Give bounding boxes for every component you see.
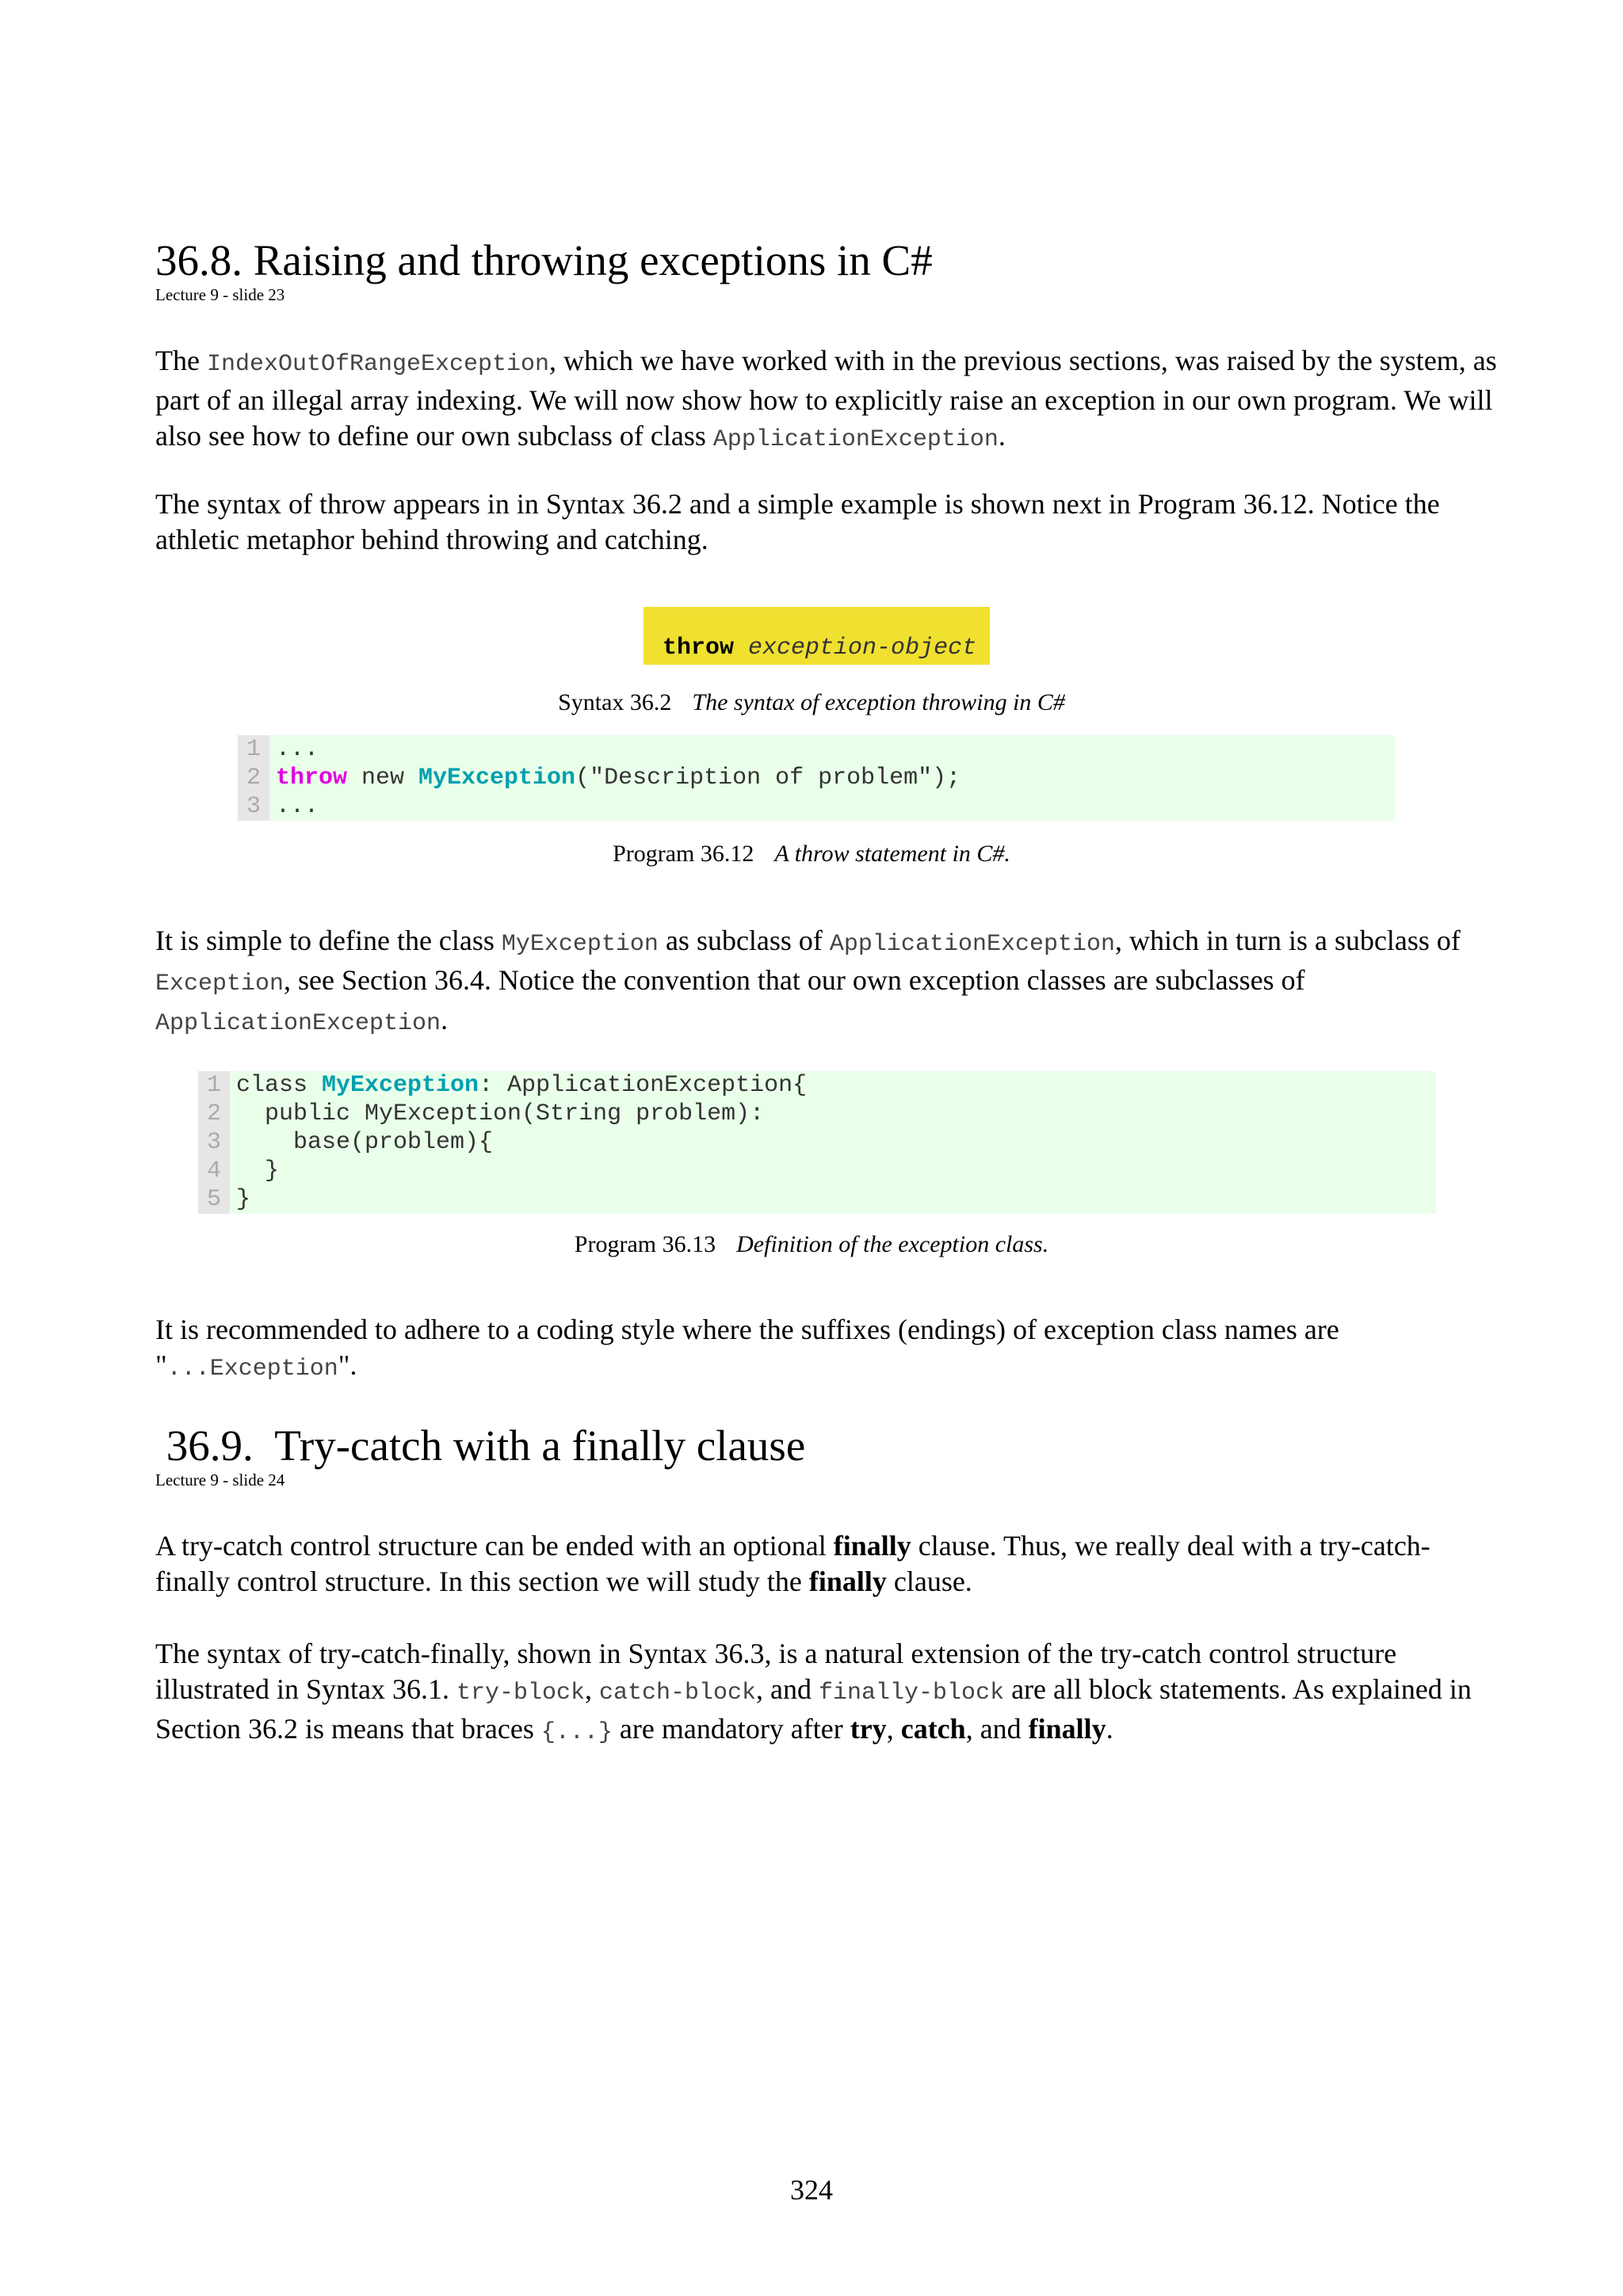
program-caption: Program 36.13 Definition of the exception class. [574, 1231, 1049, 1257]
code-body [230, 1071, 1436, 1214]
paragraph: It is simple to define the class MyException as subclass of ApplicationException, which in turn is a subclass of Exception, see Section 36.4. Notice the convention that our own exception classes are subclasses of ApplicationException. [155, 925, 1461, 1037]
code-body [269, 735, 1395, 821]
inline-code: IndexOutOfRangeException [206, 351, 550, 378]
syntax-argument: exception-object [748, 635, 977, 662]
syntax-caption: Syntax 36.2 The syntax of exception throwing in C# [558, 689, 1065, 715]
syntax-box [643, 607, 990, 665]
code-block-program-36-13 [198, 1071, 1436, 1214]
code-line: base(problem){ [236, 1129, 494, 1156]
inline-code: ApplicationException [712, 426, 999, 453]
section-heading: 36.8. Raising and throwing exceptions in C# [155, 236, 933, 284]
code-line: ... [276, 793, 319, 820]
paragraph: It is recommended to adhere to a coding style where the suffixes (endings) of exception class names are "...Exception". [155, 1314, 1339, 1383]
page-number: 324 [790, 2174, 833, 2206]
paragraph: The syntax of throw appears in in Syntax 36.2 and a simple example is shown next in Program 36.12. Notice the athletic metaphor behind throwing and catching. [155, 488, 1440, 555]
code-line: class MyException: ApplicationException{ [236, 1072, 808, 1099]
program-caption: Program 36.12 A throw statement in C#. [613, 841, 1010, 867]
slide-reference: Lecture 9 - slide 24 [155, 1470, 285, 1489]
slide-reference: Lecture 9 - slide 23 [155, 285, 285, 304]
paragraph: The IndexOutOfRangeException, which we have worked with in the previous sections, was raised by the system, as part of an illegal array indexing. We will now show how to explicitly raise an exception in our own program. We will also see how to define our own subclass of class ApplicationException. [155, 345, 1497, 453]
paragraph: The syntax of try-catch-finally, shown in Syntax 36.3, is a natural extension of the try-catch control structure illustrated in Syntax 36.1. try-block, catch-block, and finally-block are all block statements. As explained in Section 36.2 is means that braces {...} are mandatory after try, catch, and finally. [155, 1638, 1472, 1746]
syntax-keyword: throw [663, 635, 735, 662]
code-line: } [236, 1186, 251, 1213]
code-line: throw new MyException("Description of problem"); [276, 765, 961, 791]
code-line: } [236, 1158, 280, 1184]
line-number-gutter: 1 2 3 [238, 735, 269, 821]
line-number-gutter: 1 2 3 4 5 [198, 1071, 230, 1214]
paragraph: A try-catch control structure can be ended with an optional finally clause. Thus, we really deal with a try-catch-finally control structure. In this section we will study the finally clause. [155, 1530, 1430, 1597]
section-heading: 36.9. Try-catch with a finally clause [155, 1421, 806, 1470]
code-line: ... [276, 736, 319, 763]
code-block-program-36-12 [238, 735, 1395, 821]
code-line: public MyException(String problem): [236, 1100, 765, 1127]
